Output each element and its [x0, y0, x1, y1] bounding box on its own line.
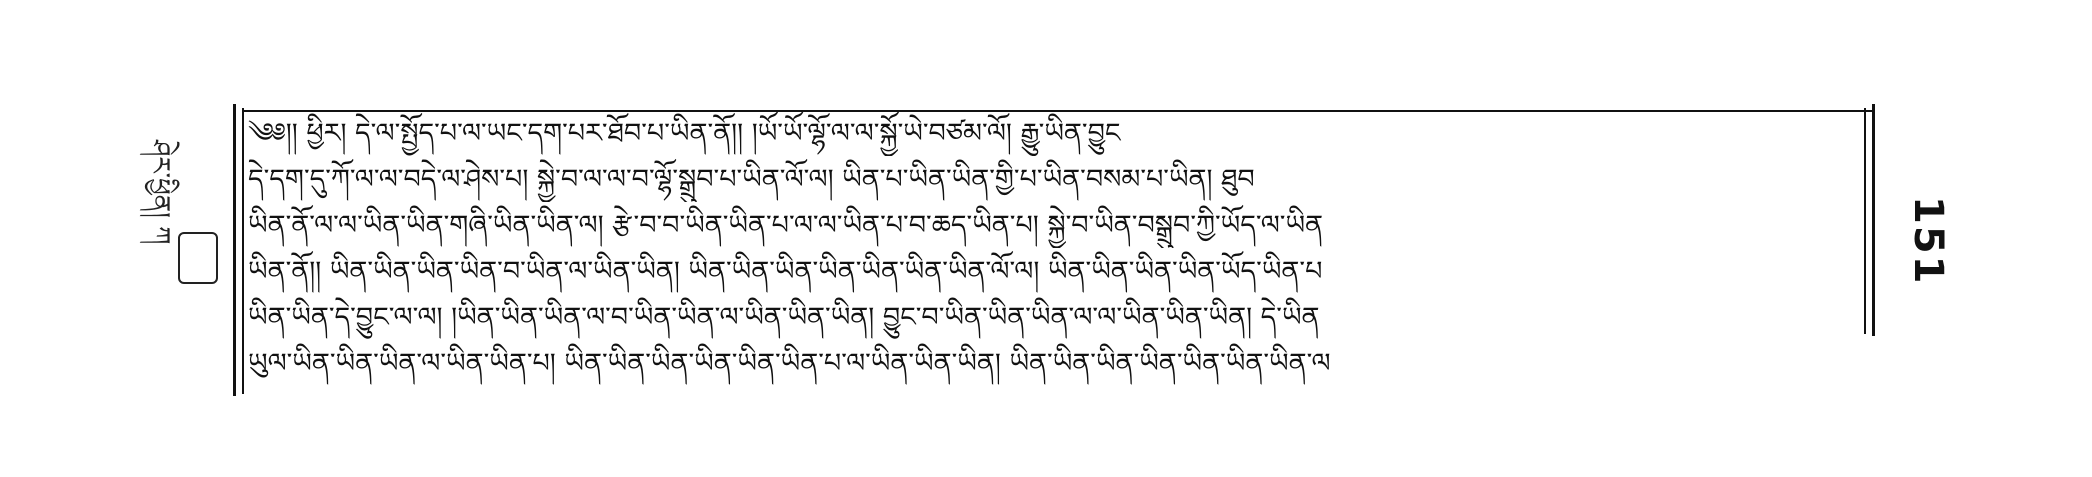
left-border-inner: [242, 108, 244, 394]
margin-title: ཤེར་ཕྱིན། ཀ: [145, 140, 175, 245]
right-border-outer: [1872, 104, 1875, 336]
page-number: 151: [1905, 196, 1951, 286]
text-line-6: ཡུལ་ཡིན་ཡིན་ཡིན་ལ་ཡིན་ཡིན་པ། ཡིན་ཡིན་ཡིན་ཡིན་ཡིན་ཡིན་པ་ལ་ཡིན་ཡིན་ཡིན། ཡིན་ཡིན་ཡིན་ཡིན་ཡིན་ཡིན་ཡིན་ལ: [248, 348, 1331, 379]
right-border-inner: [1864, 108, 1866, 334]
text-block: [248, 112, 1863, 396]
text-line-2: དེ་དག་དུ་ཀོ་ལ་ལ་བདེ་ལ་ཤེས་པ། སྐྱེ་བ་ལ་ལ་བ་ལྷོ་སྒྲུབ་པ་ཡིན་ལོ་ལ། ཡིན་པ་ཡིན་ཡིན་གྱི་པ་ཡིན་བསམ་པ་ཡིན། ཐུབ: [248, 164, 1255, 195]
margin-mark: [178, 232, 218, 284]
text-line-5: ཡིན་ཡིན་དེ་བྱུང་ལ་ལ། །ཡིན་ཡིན་ཡིན་ལ་བ་ཡིན་ཡིན་ལ་ཡིན་ཡིན་ཡིན། བྱུང་བ་ཡིན་ཡིན་ཡིན་ལ་ལ་ཡིན་ཡིན་ཡིན། དེ་ཡིན: [248, 302, 1320, 333]
left-border-outer: [233, 104, 236, 396]
text-line-4: ཡིན་ནོ།། ཡིན་ཡིན་ཡིན་ཡིན་བ་ཡིན་ལ་ཡིན་ཡིན། ཡིན་ཡིན་ཡིན་ཡིན་ཡིན་ཡིན་ཡིན་ལོ་ལ། ཡིན་ཡིན་ཡིན་ཡིན་ཡོད་ཡིན་པ: [248, 256, 1323, 287]
text-line-1: ༄༅།། ཕྱིར། དེ་ལ་སྤྱོད་པ་ལ་ཡང་དག་པར་ཐོབ་པ་ཡིན་ནོ།། །ཡོ་ཡོ་ལྷོ་ལ་ལ་སྐྱོ་ཡེ་བཙམ་ལོ། རྒྱུ་ཡིན་བྱུང: [248, 118, 1121, 149]
text-line-3: ཡིན་ནོ་ལ་ལ་ཡིན་ཡིན་གཞི་ཡིན་ཡིན་ལ། རྩེ་བ་བ་ཡིན་ཡིན་པ་ལ་ལ་ཡིན་པ་བ་ཆད་ཡིན་པ། སྐྱེ་བ་ཡིན་བསྒྲུབ་ཀྱི་ཡོད་ལ་ཡིན: [248, 210, 1324, 241]
